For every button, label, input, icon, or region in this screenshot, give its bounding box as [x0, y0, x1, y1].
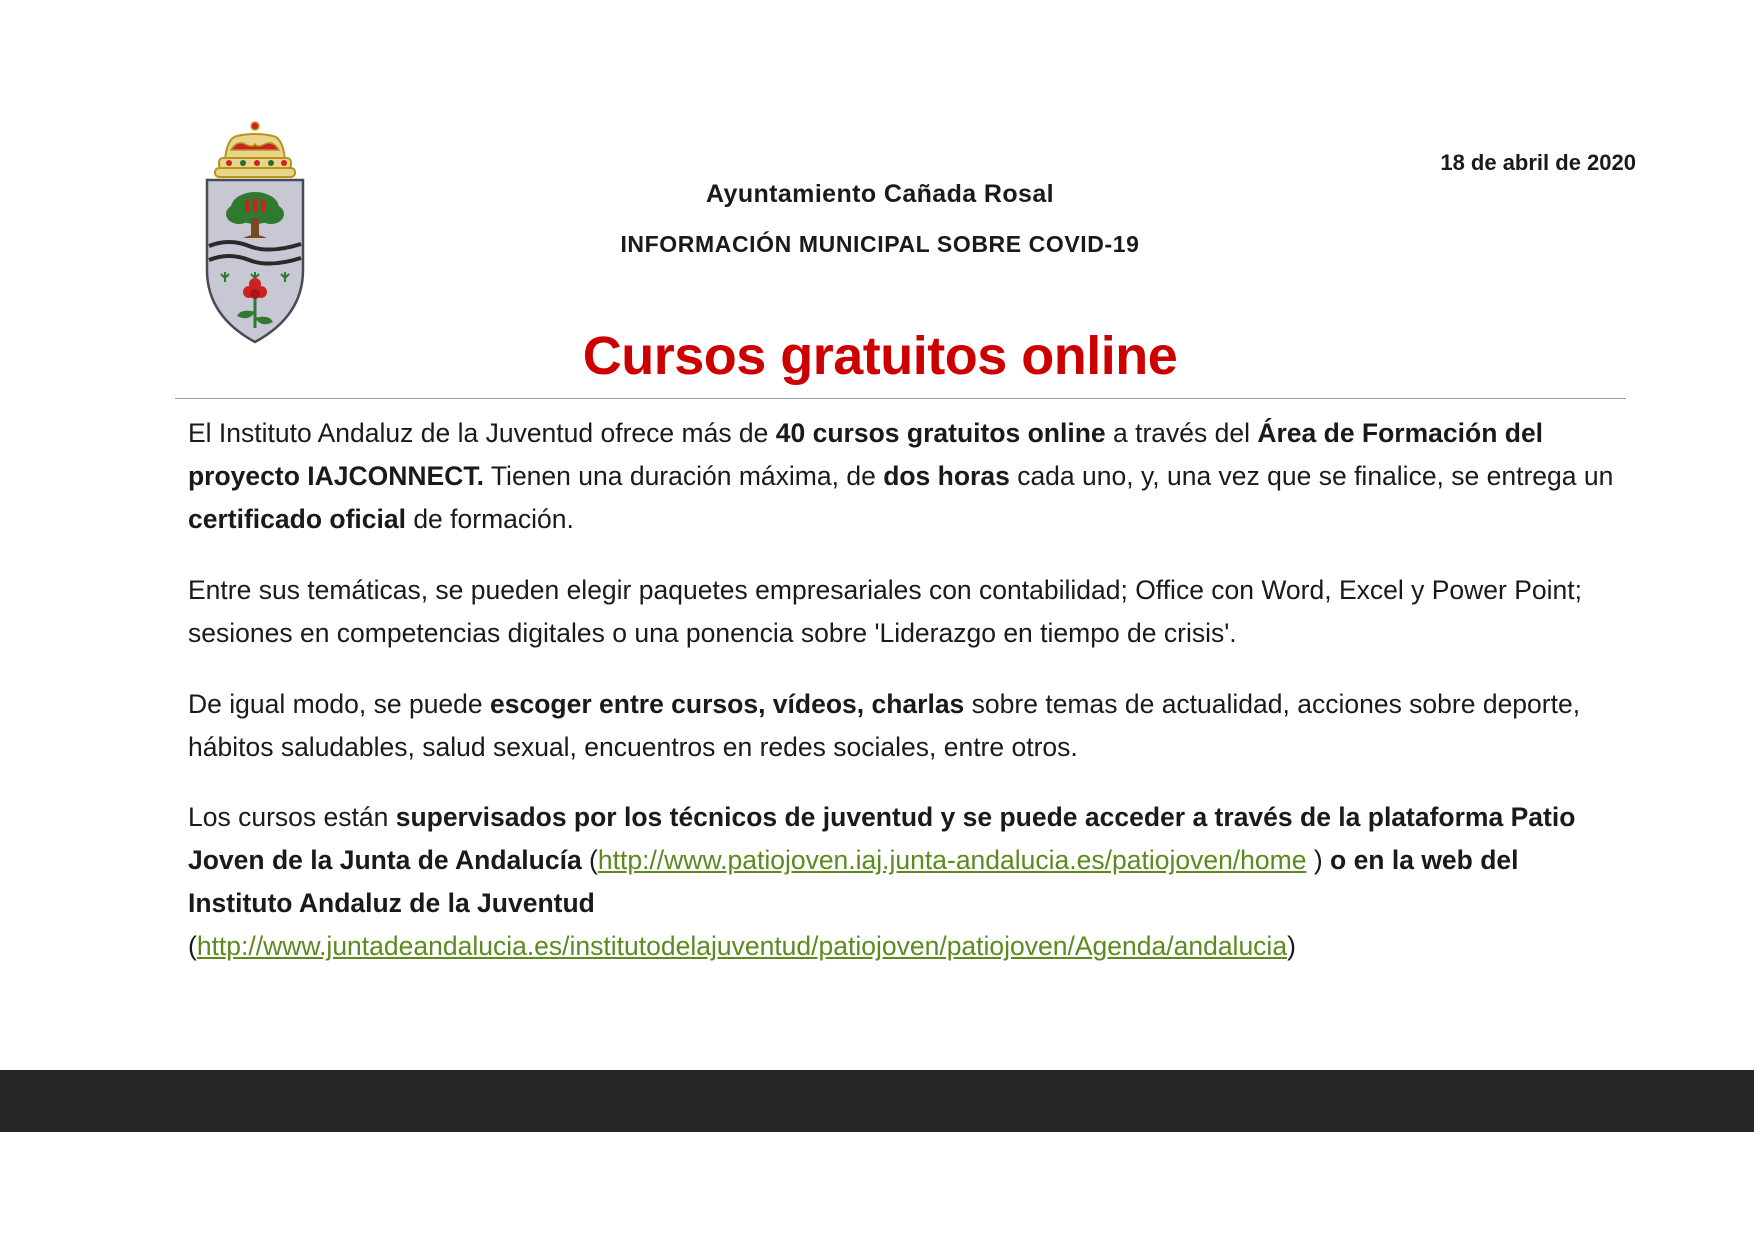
coat-of-arms-icon	[185, 120, 325, 350]
p1-text-1: El Instituto Andaluz de la Juventud ofrece más de	[188, 418, 776, 448]
p4-text-1: Los cursos están	[188, 802, 396, 833]
document-body	[188, 412, 1618, 968]
p1-bold-2: Área de Formación del proyecto IAJCONNECT.	[188, 418, 1544, 491]
p3-text-1: De igual modo, se puede	[188, 688, 491, 719]
p3-text-2: sobre temas de actualidad, acciones sobre deporte, hábitos saludables, salud sexual, encuentros en redes sociales, entre otros.	[188, 688, 1581, 762]
p1-text-3: Tienen una duración máxima, de	[483, 460, 884, 491]
p2-text-1: Entre sus temáticas, se pueden elegir paquetes empresariales con contabilidad; Office con Word, Excel y Power Point; sesiones en competencias digitales o una ponencia sobre 'Liderazgo en tiempo de crisis'.	[188, 574, 1582, 648]
p1-bold-1: 40 cursos gratuitos online	[775, 418, 1106, 448]
p4-text-3: )	[1306, 845, 1331, 876]
paragraph-2	[188, 569, 1618, 655]
header-titles	[380, 180, 1380, 258]
p1-text-4: cada uno, y, una vez que se finalice, se entrega un	[1009, 460, 1614, 491]
p1-text-5: de formación.	[405, 503, 574, 534]
juntadeandalucia-link[interactable]: http://www.juntadeandalucia.es/institutodelajuventud/patiojoven/patiojoven/Agenda/andalucia	[196, 931, 1288, 962]
publication-date: 18 de abril de 2020	[1440, 150, 1636, 175]
p4-text-4: (	[188, 931, 197, 962]
footer-bar	[0, 1070, 1754, 1132]
info-subtitle: INFORMACIÓN MUNICIPAL SOBRE COVID-19	[620, 231, 1140, 257]
p4-text-5: )	[1287, 931, 1296, 962]
p1-bold-4: certificado oficial	[188, 503, 406, 534]
header-divider	[175, 398, 1626, 399]
p3-bold-1: escoger entre cursos, vídeos, charlas	[490, 688, 965, 719]
document-header	[0, 0, 1754, 300]
p4-text-2: (	[581, 845, 598, 876]
paragraph-1	[188, 412, 1618, 541]
p4-bold-1: supervisados por los técnicos de juventud y se puede acceder a través de la plataforma Patio Joven de la Junta de Andalucía	[188, 802, 1576, 876]
page-title: Cursos gratuitos online	[582, 326, 1178, 386]
patiojoven-link[interactable]: http://www.patiojoven.iaj.junta-andalucia.es/patiojoven/home	[597, 845, 1307, 876]
paragraph-4	[188, 796, 1618, 968]
p1-text-2: a través del	[1105, 418, 1258, 448]
paragraph-3	[188, 683, 1618, 769]
p1-bold-3: dos horas	[883, 460, 1010, 491]
p4-bold-2: o en la web del Instituto Andaluz de la Juventud	[188, 845, 1519, 919]
organization-name: Ayuntamiento Cañada Rosal	[705, 180, 1055, 208]
